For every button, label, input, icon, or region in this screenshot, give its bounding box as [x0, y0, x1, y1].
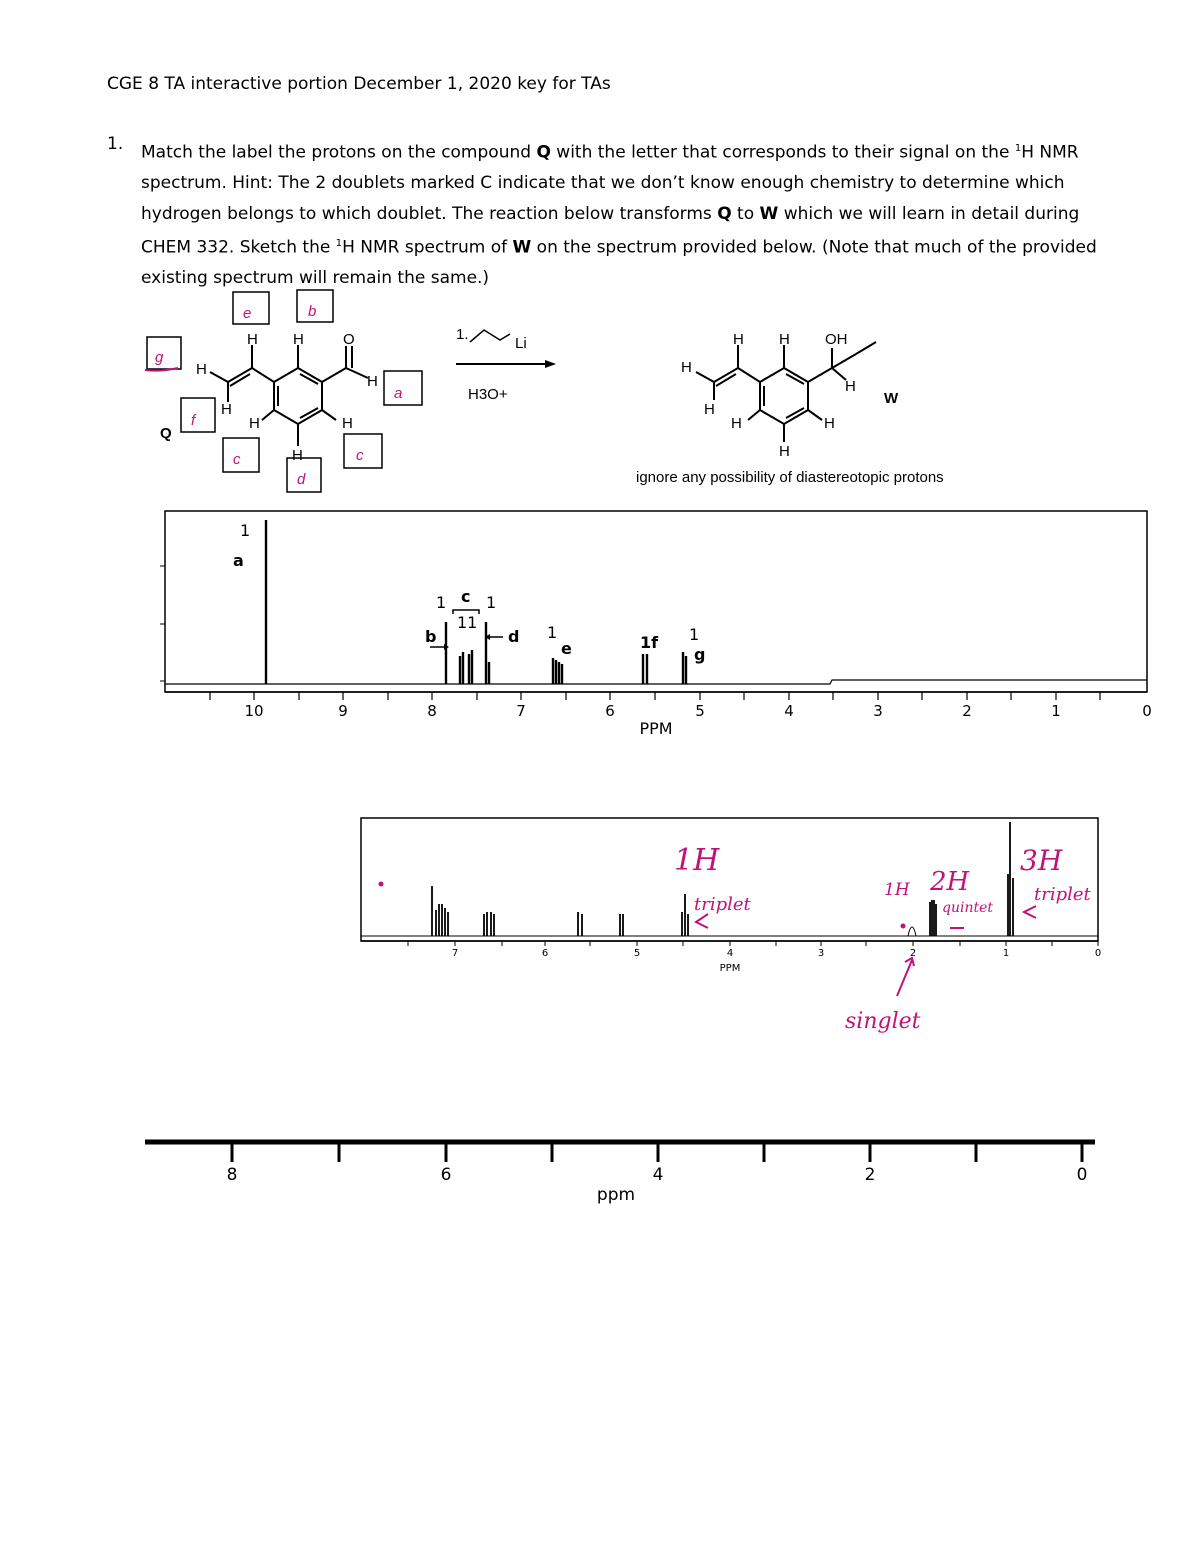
- compound-w-label: W: [884, 390, 899, 407]
- peak-label-d: d: [508, 627, 520, 646]
- hand-label-b: b: [308, 303, 317, 320]
- peak-label-g: g: [694, 645, 706, 664]
- diastereotopic-note: ignore any possibility of diastereotopic protons: [636, 469, 944, 486]
- atom-o: O: [343, 331, 355, 348]
- hand-label-e: e: [243, 305, 252, 322]
- tick-label: 7: [451, 948, 459, 959]
- peak-label-f: 1f: [640, 633, 659, 652]
- tick-label: 2: [864, 1165, 876, 1185]
- compound-q-label: Q: [160, 425, 172, 442]
- peak-label-c: c: [461, 587, 471, 606]
- atom-h: H: [779, 443, 790, 460]
- annot-3h: 3H: [1020, 844, 1063, 877]
- tick-label: 8: [427, 702, 437, 720]
- tick-label: 0: [1076, 1165, 1088, 1185]
- x-axis-label: PPM: [639, 719, 673, 738]
- atom-oh: OH: [825, 331, 848, 348]
- annot-1h-oh: 1H: [884, 880, 910, 900]
- nmr-spectrum-w: [0, 810, 1200, 1040]
- peak-int-c: 11: [457, 613, 478, 632]
- atom-h: H: [681, 359, 692, 376]
- atom-h: H: [704, 401, 715, 418]
- tick-label: 1: [1051, 702, 1061, 720]
- x-axis-label: PPM: [719, 963, 741, 974]
- tick-label: 6: [541, 948, 549, 959]
- sketch-axis: [0, 1120, 1200, 1220]
- tick-label: 4: [784, 702, 794, 720]
- annot-triplet-1: triplet: [694, 894, 751, 915]
- annot-triplet-2: triplet: [1034, 884, 1091, 905]
- atom-h: H: [845, 378, 856, 395]
- peak-int-g: 1: [689, 625, 700, 644]
- tick-label: 2: [962, 702, 972, 720]
- atom-h: H: [733, 331, 744, 348]
- tick-label: 4: [726, 948, 734, 959]
- peak-int-e: 1: [547, 623, 558, 642]
- atom-h: H: [342, 415, 353, 432]
- tick-label: 0: [1094, 948, 1102, 959]
- atom-h: H: [292, 447, 303, 464]
- hand-label-f: f: [191, 412, 196, 429]
- tick-label: 4: [652, 1165, 664, 1185]
- atom-h: H: [824, 415, 835, 432]
- peak-int-a: 1: [240, 521, 251, 540]
- tick-label: 6: [440, 1165, 452, 1185]
- reagent-1: 1.: [456, 326, 469, 343]
- tick-label: 1: [1002, 948, 1010, 959]
- annot-1h: 1H: [674, 843, 720, 878]
- atom-h: H: [779, 331, 790, 348]
- peak-int-b: 1: [436, 593, 447, 612]
- tick-label: 5: [695, 702, 705, 720]
- annot-singlet: singlet: [845, 1009, 921, 1034]
- tick-label: 3: [873, 702, 883, 720]
- annot-2h: 2H: [930, 867, 970, 897]
- peak-label-e: e: [561, 639, 572, 658]
- question-text: Match the label the protons on the compound Q with the letter that corresponds to their signal on the $^1$H NMR spectrum. Hint: The 2 doublets marked C indicate that we don’t know enough chemistry to determine which hydrogen belongs to which doublet. The reaction below transforms Q to W which we will learn in detail during CHEM 332. Sketch the $^1$H NMR spectrum of W on the spectrum provided below. (Note that much of the provided existing spectrum will remain the same.): [141, 142, 1097, 289]
- peak-label-b: b: [425, 627, 437, 646]
- annot-quintet: quintet: [942, 900, 994, 916]
- tick-label: 5: [633, 948, 641, 959]
- hand-label-c-right: c: [356, 447, 364, 464]
- tick-label: 3: [817, 948, 825, 959]
- x-axis-label: ppm: [596, 1185, 636, 1205]
- tick-label: 9: [338, 702, 348, 720]
- nmr-spectrum-q: [0, 500, 1200, 750]
- atom-h: H: [221, 401, 232, 418]
- hand-label-a: a: [394, 385, 403, 402]
- tick-label: 2: [909, 948, 917, 959]
- atom-h: H: [293, 331, 304, 348]
- reaction-scheme: [0, 280, 1200, 500]
- tick-label: 6: [605, 702, 615, 720]
- reagent-2: H3O+: [468, 386, 508, 403]
- atom-h: H: [247, 331, 258, 348]
- tick-label: 0: [1142, 702, 1152, 720]
- tick-label: 10: [244, 702, 264, 720]
- atom-h: H: [731, 415, 742, 432]
- hand-label-d: d: [297, 471, 306, 488]
- reagent-li: Li: [515, 335, 527, 352]
- page-title: CGE 8 TA interactive portion December 1, 2020 key for TAs: [107, 74, 611, 94]
- hand-label-c-left: c: [233, 451, 241, 468]
- tick-label: 7: [516, 702, 526, 720]
- hand-label-g: g: [155, 349, 164, 366]
- question-number: 1.: [107, 134, 124, 154]
- atom-h: H: [367, 373, 378, 390]
- peak-label-a: a: [233, 551, 244, 570]
- atom-h: H: [249, 415, 260, 432]
- tick-label: 8: [226, 1165, 238, 1185]
- peak-int-c-right: 1: [486, 593, 497, 612]
- atom-h: H: [196, 361, 207, 378]
